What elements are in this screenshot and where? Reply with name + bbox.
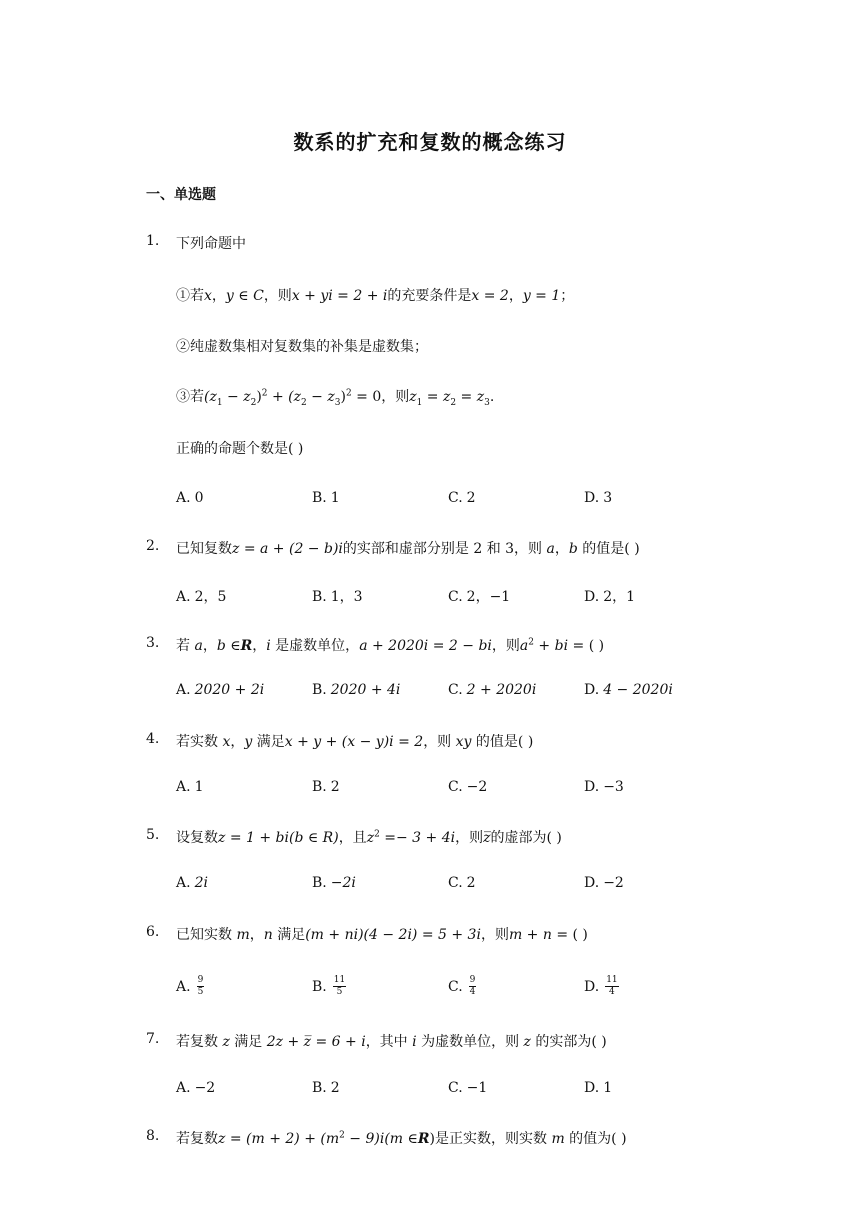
option-c: C. 2 xyxy=(448,875,476,891)
section-heading: 一、单选题 xyxy=(146,187,216,203)
option-d: D. 3 xyxy=(584,490,613,506)
question-text: 下列命题中 xyxy=(176,236,246,252)
statement-3: ③若$(z_1 - z_2)^2 + (z_2 - z_3)^2 = 0$，则$z_1 = z_2 = z_3$. xyxy=(176,388,495,408)
option-a: A. 0 xyxy=(176,490,204,506)
option-c: C. −2 xyxy=(448,779,488,795)
question-number: 7. xyxy=(146,1031,160,1047)
option-b: B. 1 xyxy=(312,490,340,506)
question-text: 若复数$z = (m + 2) + (m^2 - 9)i(m$ ∈R)是正实数，则实数 m 的值为( ) xyxy=(176,1130,627,1147)
question-text: 若实数 x，y 满足x + y + (x − y)i = 2，则 xy 的值是( ) xyxy=(176,734,534,750)
question-number: 2. xyxy=(146,538,160,554)
option-a: A. −2 xyxy=(176,1080,216,1096)
option-b: B. 2 xyxy=(312,779,340,795)
option-a: A. 2i xyxy=(176,875,208,891)
page-title: 数系的扩充和复数的概念练习 xyxy=(293,130,567,154)
option-a: A. 2，5 xyxy=(176,589,227,605)
option-d: D. $\frac{11}{4}$ xyxy=(584,975,618,997)
option-d: D. 4 − 2020i xyxy=(584,682,673,698)
option-b: B. −2i xyxy=(312,875,356,891)
statement-1: ①若x，y ∈ C，则x + yi = 2 + i的充要条件是x = 2，y = 1； xyxy=(176,288,575,304)
question-number: 4. xyxy=(146,731,160,747)
option-c: C. 2 + 2020i xyxy=(448,682,537,698)
fraction: $\frac{11}{5}$ xyxy=(333,975,346,997)
option-c: C. 2，−1 xyxy=(448,589,511,605)
question-number: 5. xyxy=(146,827,160,843)
option-c: C. 2 xyxy=(448,490,476,506)
option-d: D. −2 xyxy=(584,875,624,891)
question-number: 3. xyxy=(146,635,160,651)
fraction: $\frac{11}{4}$ xyxy=(606,975,618,997)
option-a: A. 1 xyxy=(176,779,204,795)
option-d: D. 1 xyxy=(584,1080,613,1096)
question-text: 已知复数z = a + (2 − b)i的实部和虚部分别是 2 和 3，则 a，b 的值是( ) xyxy=(176,541,640,557)
fraction: $\frac{9}{5}$ xyxy=(197,975,204,997)
question-text: 若复数 z 满足 2z + z̅ = 6 + i，其中 i 为虚数单位，则 z 的实部为( ) xyxy=(176,1034,607,1050)
statement-2: ②纯虚数集相对复数集的补集是虚数集； xyxy=(176,339,428,355)
option-c: C. $\frac{9}{4}$ xyxy=(448,975,476,997)
option-b: B. 1，3 xyxy=(312,589,363,605)
option-d: D. 2，1 xyxy=(584,589,636,605)
option-a: A. 2020 + 2i xyxy=(176,682,265,698)
question-ask: 正确的命题个数是( ) xyxy=(176,441,304,457)
question-number: 1. xyxy=(146,233,160,249)
question-number: 8. xyxy=(146,1128,160,1144)
option-a: A. $\frac{9}{5}$ xyxy=(176,975,204,997)
option-d: D. −3 xyxy=(584,779,624,795)
option-b: B. 2020 + 4i xyxy=(312,682,401,698)
question-text: 设复数z = 1 + bi(b ∈ R)，且$z^2 =- 3 + 4i$，则z̅的虚部为( ) xyxy=(176,829,562,846)
fraction: $\frac{9}{4}$ xyxy=(469,975,476,997)
question-number: 6. xyxy=(146,924,160,940)
option-b: B. 2 xyxy=(312,1080,340,1096)
option-c: C. −1 xyxy=(448,1080,488,1096)
question-text: 若 a，b ∈R，i 是虚数单位，a + 2020i = 2 − bi，则$a^2$ + bi = ( ) xyxy=(176,637,605,654)
option-b: B. $\frac{11}{5}$ xyxy=(312,975,346,997)
question-text: 已知实数 m，n 满足(m + ni)(4 − 2i) = 5 + 3i，则m + n = ( ) xyxy=(176,927,588,943)
